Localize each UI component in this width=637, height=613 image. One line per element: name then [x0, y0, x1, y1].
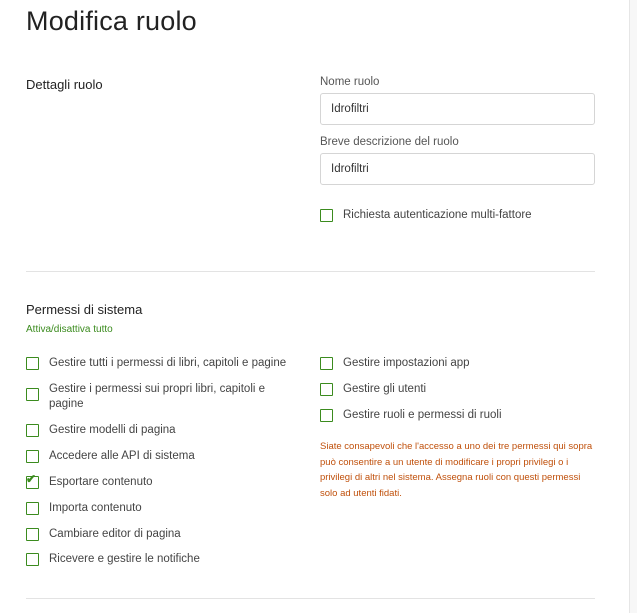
mfa-checkbox[interactable]	[320, 209, 333, 222]
role-description-label: Breve descrizione del ruolo	[320, 136, 459, 148]
permission-row[interactable]	[26, 472, 153, 490]
checkbox-icon[interactable]	[26, 357, 39, 370]
permission-label: Gestire ruoli e permessi di ruoli	[343, 409, 502, 421]
permission-row[interactable]	[320, 382, 426, 397]
checkbox-icon[interactable]	[26, 388, 39, 401]
permission-row[interactable]	[26, 501, 142, 516]
checkmark-icon: ✔	[26, 472, 37, 486]
permission-row[interactable]	[320, 356, 470, 371]
permission-label: Gestire gli utenti	[343, 383, 427, 395]
checkbox-icon[interactable]	[320, 357, 333, 370]
role-description-input[interactable]	[320, 153, 595, 185]
permission-row[interactable]	[26, 356, 286, 371]
checkbox-icon[interactable]	[320, 383, 333, 396]
permission-label: Ricevere e gestire le notifiche	[49, 553, 200, 565]
scrollbar-track[interactable]	[629, 0, 637, 613]
permission-label: Gestire tutti i permessi di libri, capitoli e pagine	[49, 357, 287, 369]
permission-label: Accedere alle API di sistema	[49, 450, 195, 462]
permission-row[interactable]	[26, 552, 200, 567]
permission-label: Gestire modelli di pagina	[49, 424, 176, 436]
checkbox-icon[interactable]	[26, 553, 39, 566]
toggle-all-link[interactable]: Attiva/disattiva tutto	[26, 324, 113, 335]
checkbox-icon[interactable]	[320, 409, 333, 422]
role-name-input[interactable]	[320, 93, 595, 125]
permission-label: Cambiare editor di pagina	[49, 528, 181, 540]
permission-label: Gestire i permessi sui propri libri, capitoli e pagine	[49, 383, 266, 410]
system-permissions-heading: Permessi di sistema	[26, 302, 143, 317]
role-details-heading: Dettagli ruolo	[26, 77, 103, 92]
checkbox-icon[interactable]	[26, 424, 39, 437]
mfa-label: Richiesta autenticazione multi-fattore	[343, 209, 532, 221]
checkbox-icon[interactable]	[26, 502, 39, 515]
permission-label: Gestire impostazioni app	[343, 357, 470, 369]
section-divider	[26, 271, 595, 272]
permission-row[interactable]	[26, 382, 266, 412]
checkbox-icon[interactable]	[26, 528, 39, 541]
checkbox-icon[interactable]	[26, 450, 39, 463]
permission-row[interactable]	[320, 408, 502, 423]
page-title: Modifica ruolo	[26, 6, 197, 36]
bottom-divider	[26, 598, 595, 599]
permission-row[interactable]	[26, 449, 195, 464]
permissions-warning: Siate consapevoli che l'accesso a uno dei tre permessi qui sopra può consentire a un utente di modificare i propri privilegi o i privilegi di altri nel sistema. Assegna ruoli con questi permessi solo ad utenti fidati.	[320, 441, 593, 499]
checkbox-checked-icon[interactable]	[26, 472, 39, 489]
permission-row[interactable]	[26, 527, 181, 542]
permission-row[interactable]	[26, 423, 176, 438]
permission-label: Importa contenuto	[49, 502, 142, 514]
mfa-checkbox-row[interactable]	[320, 208, 532, 223]
permission-label: Esportare contenuto	[49, 476, 153, 488]
role-name-label: Nome ruolo	[320, 76, 380, 88]
